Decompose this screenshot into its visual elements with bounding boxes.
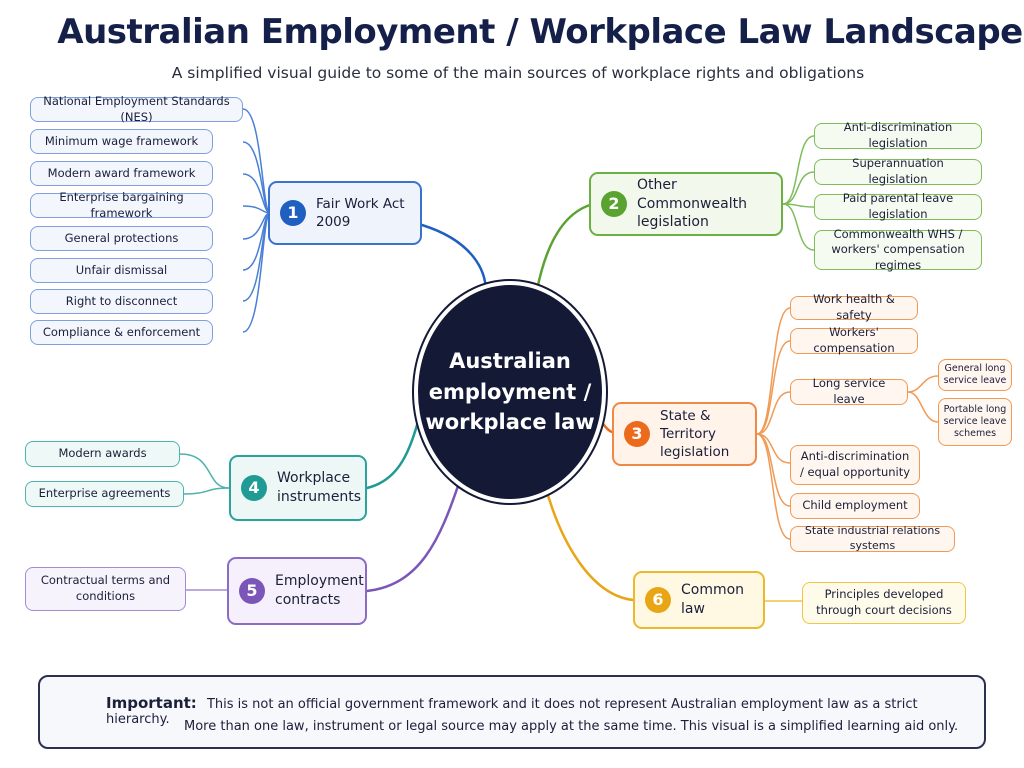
link-center-cat2 bbox=[537, 205, 590, 290]
item-superannuation: Superannuation legislation bbox=[814, 159, 982, 185]
number-badge: 4 bbox=[241, 475, 267, 501]
item-portable-long-service-leave: Portable long service leave schemes bbox=[938, 398, 1012, 446]
note-text-1: This is not an official government framework and it does not represent Australian employment law as a strict hierarchy. bbox=[106, 697, 918, 727]
item-commonwealth-whs: Commonwealth WHS / workers' compensation regimes bbox=[814, 230, 982, 270]
center-line-2: employment / bbox=[428, 379, 592, 404]
note-label: Important: bbox=[106, 694, 197, 712]
number-badge: 3 bbox=[624, 421, 650, 447]
item-minimum-wage: Minimum wage framework bbox=[30, 129, 213, 154]
note-text-2: More than one law, instrument or legal source may apply at the same time. This visual is a simplified learning aid only. bbox=[184, 719, 959, 734]
item-unfair-dismissal: Unfair dismissal bbox=[30, 258, 213, 283]
item-general-long-service-leave: General long service leave bbox=[938, 359, 1012, 391]
category-label: State & Territory legislation bbox=[660, 407, 730, 461]
category-label: Fair Work Act 2009 bbox=[316, 195, 405, 230]
category-common-law bbox=[633, 571, 765, 629]
category-label: Other Commonwealth legislation bbox=[637, 176, 747, 231]
page-subtitle: A simplified visual guide to some of the main sources of workplace rights and obligations bbox=[171, 64, 865, 82]
number-badge: 5 bbox=[239, 578, 265, 604]
category-workplace-instruments bbox=[229, 455, 367, 521]
number-badge: 6 bbox=[645, 587, 671, 613]
item-anti-discrimination-cth: Anti-discrimination legislation bbox=[814, 123, 982, 149]
item-enterprise-bargaining: Enterprise bargaining framework bbox=[30, 193, 213, 218]
item-modern-awards: Modern awards bbox=[25, 441, 180, 467]
center-line-3: workplace law bbox=[425, 410, 595, 435]
link-center-cat6 bbox=[545, 485, 633, 600]
number-badge: 1 bbox=[280, 200, 306, 226]
important-note bbox=[38, 675, 986, 749]
item-workers-compensation: Workers' compensation bbox=[790, 328, 918, 354]
link-center-cat5 bbox=[367, 480, 460, 591]
item-compliance: Compliance & enforcement bbox=[30, 320, 213, 345]
item-anti-discrimination-equal-opportunity: Anti-discrimination / equal opportunity bbox=[790, 445, 920, 485]
page-title: Australian Employment / Workplace Law Landscape bbox=[57, 12, 1023, 52]
center-node bbox=[418, 285, 602, 499]
item-state-ir-systems: State industrial relations systems bbox=[790, 526, 955, 552]
links-cat4 bbox=[180, 454, 229, 494]
links-cat2 bbox=[783, 136, 814, 250]
category-fair-work-act bbox=[268, 181, 422, 245]
item-nes: National Employment Standards (NES) bbox=[30, 97, 243, 122]
number-badge: 2 bbox=[601, 191, 627, 217]
category-label: Employment contracts bbox=[275, 573, 364, 608]
item-contractual-terms: Contractual terms and conditions bbox=[25, 567, 186, 611]
item-right-to-disconnect: Right to disconnect bbox=[30, 289, 213, 314]
category-label: Common law bbox=[681, 582, 745, 617]
category-employment-contracts bbox=[227, 557, 367, 625]
item-general-protections: General protections bbox=[30, 226, 213, 251]
item-long-service-leave: Long service leave bbox=[790, 379, 908, 405]
item-child-employment: Child employment bbox=[790, 493, 920, 519]
item-enterprise-agreements: Enterprise agreements bbox=[25, 481, 184, 507]
item-work-health-safety: Work health & safety bbox=[790, 296, 918, 320]
item-court-principles: Principles developed through court decisions bbox=[802, 582, 966, 624]
item-paid-parental-leave: Paid parental leave legislation bbox=[814, 194, 982, 220]
links-cat1 bbox=[243, 109, 270, 332]
category-label: Workplace instruments bbox=[277, 470, 362, 505]
item-modern-award-framework: Modern award framework bbox=[30, 161, 213, 186]
link-center-cat4 bbox=[367, 415, 420, 488]
center-line-1: Australian bbox=[449, 349, 571, 374]
link-center-cat1 bbox=[422, 225, 486, 300]
category-state-territory bbox=[612, 402, 757, 466]
category-other-commonwealth bbox=[589, 172, 783, 236]
